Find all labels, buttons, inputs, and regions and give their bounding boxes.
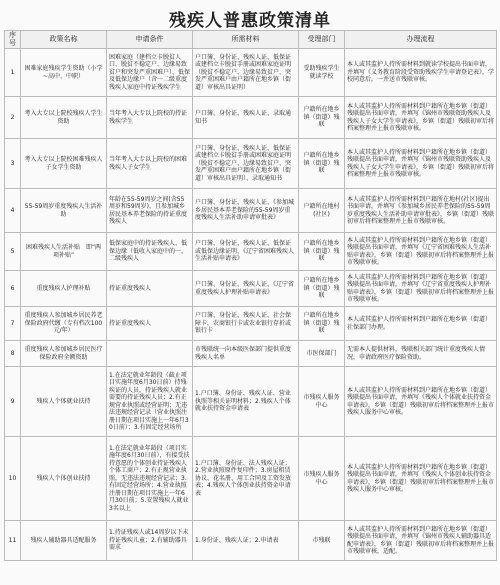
row-process: 本人或其监护人持所需材料到户籍所在地乡镇（街道）社保部门办理。 bbox=[345, 307, 497, 341]
header-department: 受理部门 bbox=[299, 31, 345, 49]
table-row bbox=[5, 341, 497, 367]
row-conditions: 1.在法定就业年龄段（项目实施年度6月30日前），有接受扶持意愿的个体创业持证残疾人个体工商户；2.有正规营业执照，无违法违规经营记录；3.有固定经营场所；4.营业执照注册日期在项目实施上一年6月30日前；5.安置残疾人就业3名以上 bbox=[107, 437, 193, 521]
row-conditions: 低保家庭中的持证残疾人、低保边缘（低收入家庭中的一、二级残疾人 bbox=[107, 233, 193, 271]
table-row bbox=[5, 49, 497, 97]
header-conditions: 申请条件 bbox=[107, 31, 193, 49]
row-process: 本人或其监护人持所需材料到户籍所在地乡镇（街道）残联提出书面申请，并填写《锦州市残联资助残疾人及残疾人子女大学生申请表》，乡镇（街道）残联初审后将档案整理并上报市残联审核。 bbox=[345, 139, 497, 189]
row-policy-name: 考入大专以上院校残疾人学生资助 bbox=[21, 97, 107, 139]
row-conditions: 当年考入大专以上院校的困难残疾人子女学生 bbox=[107, 139, 193, 189]
row-materials: 户口簿、身份证、残疾人证、《辽宁省重度残疾人护理补贴申请表》 bbox=[193, 271, 299, 307]
row-policy-name: 残疾人个体创业扶持 bbox=[21, 437, 107, 521]
header-materials: 所需材料 bbox=[193, 31, 299, 49]
table-row bbox=[5, 437, 497, 521]
row-no: 2 bbox=[5, 97, 21, 139]
table-header-row bbox=[5, 31, 497, 49]
row-process: 本人或其监护人持所需材料到户籍所在地村(社区)提出书面申请，并填写《参加城乡居民养老保险的55-59周岁重度残疾人生活补助申请审批表》，乡镇（街道）残联初审后将档案整理并上报市残联审核。 bbox=[345, 189, 497, 233]
row-policy-name: 重度残疾人参加城乡居民医疗保险政府全额资助 bbox=[21, 341, 107, 367]
table-row bbox=[5, 97, 497, 139]
row-no: 3 bbox=[5, 139, 21, 189]
row-conditions: 持证重度残疾人 bbox=[107, 271, 193, 307]
row-department: 户籍所在地乡镇（街道）残联 bbox=[299, 307, 345, 341]
row-department: 市残疾人服务中心 bbox=[299, 367, 345, 437]
row-department: 市残联 bbox=[299, 521, 345, 561]
row-process: 本人或其监护人持所需材料到就读学校提出书面申请，并填写《义务教育阶段受资助残疾学生申请登记表》，学校同意后，一并送市残联审核。 bbox=[345, 49, 497, 97]
table-row bbox=[5, 307, 497, 341]
row-policy-name: 困难家庭残疾学生资助（小学~高中、中职） bbox=[21, 49, 107, 97]
row-process: 本人或其监护人持所需材料到户籍所在地乡镇（街道）残联提出书面申请，并填写《残疾人个体创业扶持资金申请表》，乡镇（街道）残联初审后将档案整理并上报市残疾人服务中心审核。 bbox=[345, 437, 497, 521]
header-policy-name: 政策名称 bbox=[21, 31, 107, 49]
row-no: 1 bbox=[5, 49, 21, 97]
row-materials: 户口簿、身份证、残疾人证、低保证或建档立卡脱贫手册或困难家庭证明（脱贫不稳定户、边缘易致贫户、突发严重困难户由户籍所在地乡镇（街道）审核出具证明）、录取通知书 bbox=[193, 139, 299, 189]
page-title: 残疾人普惠政策清单 bbox=[169, 11, 331, 31]
row-materials: 户口簿、身份证、残疾人证、《参加城乡居民基本养老保险的55-59周岁重度残疾人生活补助申请审批表》 bbox=[193, 189, 299, 233]
row-department: 户籍所在地乡镇（街道）残联 bbox=[299, 97, 345, 139]
row-materials: 户口簿、身份证、残疾人证、社会保障卡，农商银行卡或农业银行存折或银行卡 bbox=[193, 307, 299, 341]
row-process: 无需本人提供材料，残联相关部门统计重度残疾人情况，申请政府医疗保险资助。 bbox=[345, 341, 497, 367]
row-no: 8 bbox=[5, 341, 21, 367]
policy-table bbox=[4, 30, 497, 561]
row-policy-name: 考入大专以上院校困难残疾人子女学生资助 bbox=[21, 139, 107, 189]
row-conditions: 1.在法定就业年龄段（截止项目实施年度6月30日前）持残疾证的人员，持证残疾人就业需要的持证残疾人员；2.有正规营业执照或经营证明；无违法违规经营记录（营业执照注册日期在项目实施上一年6月30日前）；3.有固定经营场所 bbox=[107, 367, 193, 437]
table-row bbox=[5, 521, 497, 561]
header-no: 序号 bbox=[5, 31, 21, 49]
row-conditions: 困难家庭（建档立卡脱贫人口、脱贫不稳定户、边缘易致贫户和突发严重困难户）、低保及低保边缘户（含一二级重度残疾人家庭中持证残疾学生 bbox=[107, 49, 193, 97]
row-department: 市残疾人服务中心 bbox=[299, 437, 345, 521]
header-process: 办理流程 bbox=[345, 31, 497, 49]
row-no: 10 bbox=[5, 437, 21, 521]
row-no: 7 bbox=[5, 307, 21, 341]
row-no: 5 bbox=[5, 233, 21, 271]
row-materials: 市残联统一向本级医保部门提供重度残疾人名单 bbox=[193, 341, 299, 367]
row-conditions bbox=[107, 341, 193, 367]
row-materials: 户口簿、身份证、残疾人证、低保证或建档立卡脱贫手册或困难家庭证明（脱贫不稳定户、边缘易致贫户、突发严重困难户由户籍所在地乡镇（街道）审核出具证明） bbox=[193, 49, 299, 97]
row-conditions: 年龄在55-59周岁之间(含55周岁和59周岁)，且参加城乡居民基本养老保险的持证重度残疾人 bbox=[107, 189, 193, 233]
row-policy-name: 残疾人个体就业扶持 bbox=[21, 367, 107, 437]
row-no: 4 bbox=[5, 189, 21, 233]
row-materials: 1.户口簿、身份证、残疾人证、营业执照等相关证明材料；2.残疾人个体就业扶持资金申请表 bbox=[193, 367, 299, 437]
table-row bbox=[5, 367, 497, 437]
row-conditions: 1.持证残疾人或14周岁以下未持证残疾儿童；2.有辅助器具需求 bbox=[107, 521, 193, 561]
row-policy-name: 残疾人辅助器具适配服务 bbox=[21, 521, 107, 561]
table-row bbox=[5, 189, 497, 233]
row-conditions: 持证重度残疾人 bbox=[107, 307, 193, 341]
row-materials: 户口簿、身份证、残疾人证、低保证或低保边缘证明、《辽宁省困难残疾人生活补贴申请表》 bbox=[193, 233, 299, 271]
table-row bbox=[5, 139, 497, 189]
row-no: 6 bbox=[5, 271, 21, 307]
row-policy-name: 困难残疾人生活补贴 即“两项补贴” bbox=[21, 233, 107, 271]
row-materials: 1.身份证、残疾人证；2.申请表 bbox=[193, 521, 299, 561]
row-process: 本人或其监护人持所需材料到户籍所在地乡镇（街道）残联提出书面申请，并填写《锦州市残联资助残疾人及残疾人子女大学生申请表》，乡镇（街道）残联初审后将档案整理并上报市残联审核。 bbox=[345, 97, 497, 139]
table-row bbox=[5, 271, 497, 307]
row-process: 本人或其监护人持所需材料到户籍所在地乡镇（街道）残联提出书面申请，并填写《辽宁省困难残疾人生活补贴申请表》，乡镇（街道）残联初审后将档案整理并上报市残联审核。 bbox=[345, 233, 497, 271]
row-conditions: 当年考入大专以上院校的持证残疾学生 bbox=[107, 97, 193, 139]
row-policy-name: 55-59周岁重度残疾人生活补助 bbox=[21, 189, 107, 233]
row-department: 受助残疾学生就读学校 bbox=[299, 49, 345, 97]
row-department: 户籍所在地乡镇（街道）残联 bbox=[299, 233, 345, 271]
row-department: 户籍所在地村(社区) bbox=[299, 189, 345, 233]
row-process: 本人或其监护人持所需材料到户籍所在地乡镇（街道）残联提出书面申请，并填写《锦州市残疾人辅助器具适配申请表》，乡镇（街道）残联初审后将档案整理并上报市残联审核，适配。 bbox=[345, 521, 497, 561]
row-department: 户籍所在地乡镇（街道）残联 bbox=[299, 271, 345, 307]
row-no: 9 bbox=[5, 367, 21, 437]
table-row bbox=[5, 233, 497, 271]
row-department: 户籍所在地乡镇（街道）残联 bbox=[299, 139, 345, 189]
row-materials: 1.户口簿、身份证、法人残疾人证；2.营业执照原件复印件；3.房屋租赁协议、花名册、用工合同及工资发放表；4.残疾人个体创业扶持资金申请表 bbox=[193, 437, 299, 521]
row-process: 本人或其监护人持所需材料到户籍所在地乡镇（街道）残联提出书面申请，并填写《辽宁省重度残疾人护理补贴申请表》，乡镇（街道）残联初审后将档案整理并上报市残联审核。 bbox=[345, 271, 497, 307]
row-process: 本人或其监护人持所需材料到户籍所在地乡镇（街道）残联提出书面申请，并填写《残疾人个体就业扶持资金申请表》，乡镇（街道）残联初审后将档案整理并上报市残疾人服务中心审核。 bbox=[345, 367, 497, 437]
row-policy-name: 重度残疾人护理补贴 bbox=[21, 271, 107, 307]
row-department: 市医保部门 bbox=[299, 341, 345, 367]
row-materials: 户口簿、身份证、残疾人证、录取通知书 bbox=[193, 97, 299, 139]
row-policy-name: 重度残疾人参加城乡居民养老保险政府代缴（专有档次100元/年） bbox=[21, 307, 107, 341]
row-no: 11 bbox=[5, 521, 21, 561]
